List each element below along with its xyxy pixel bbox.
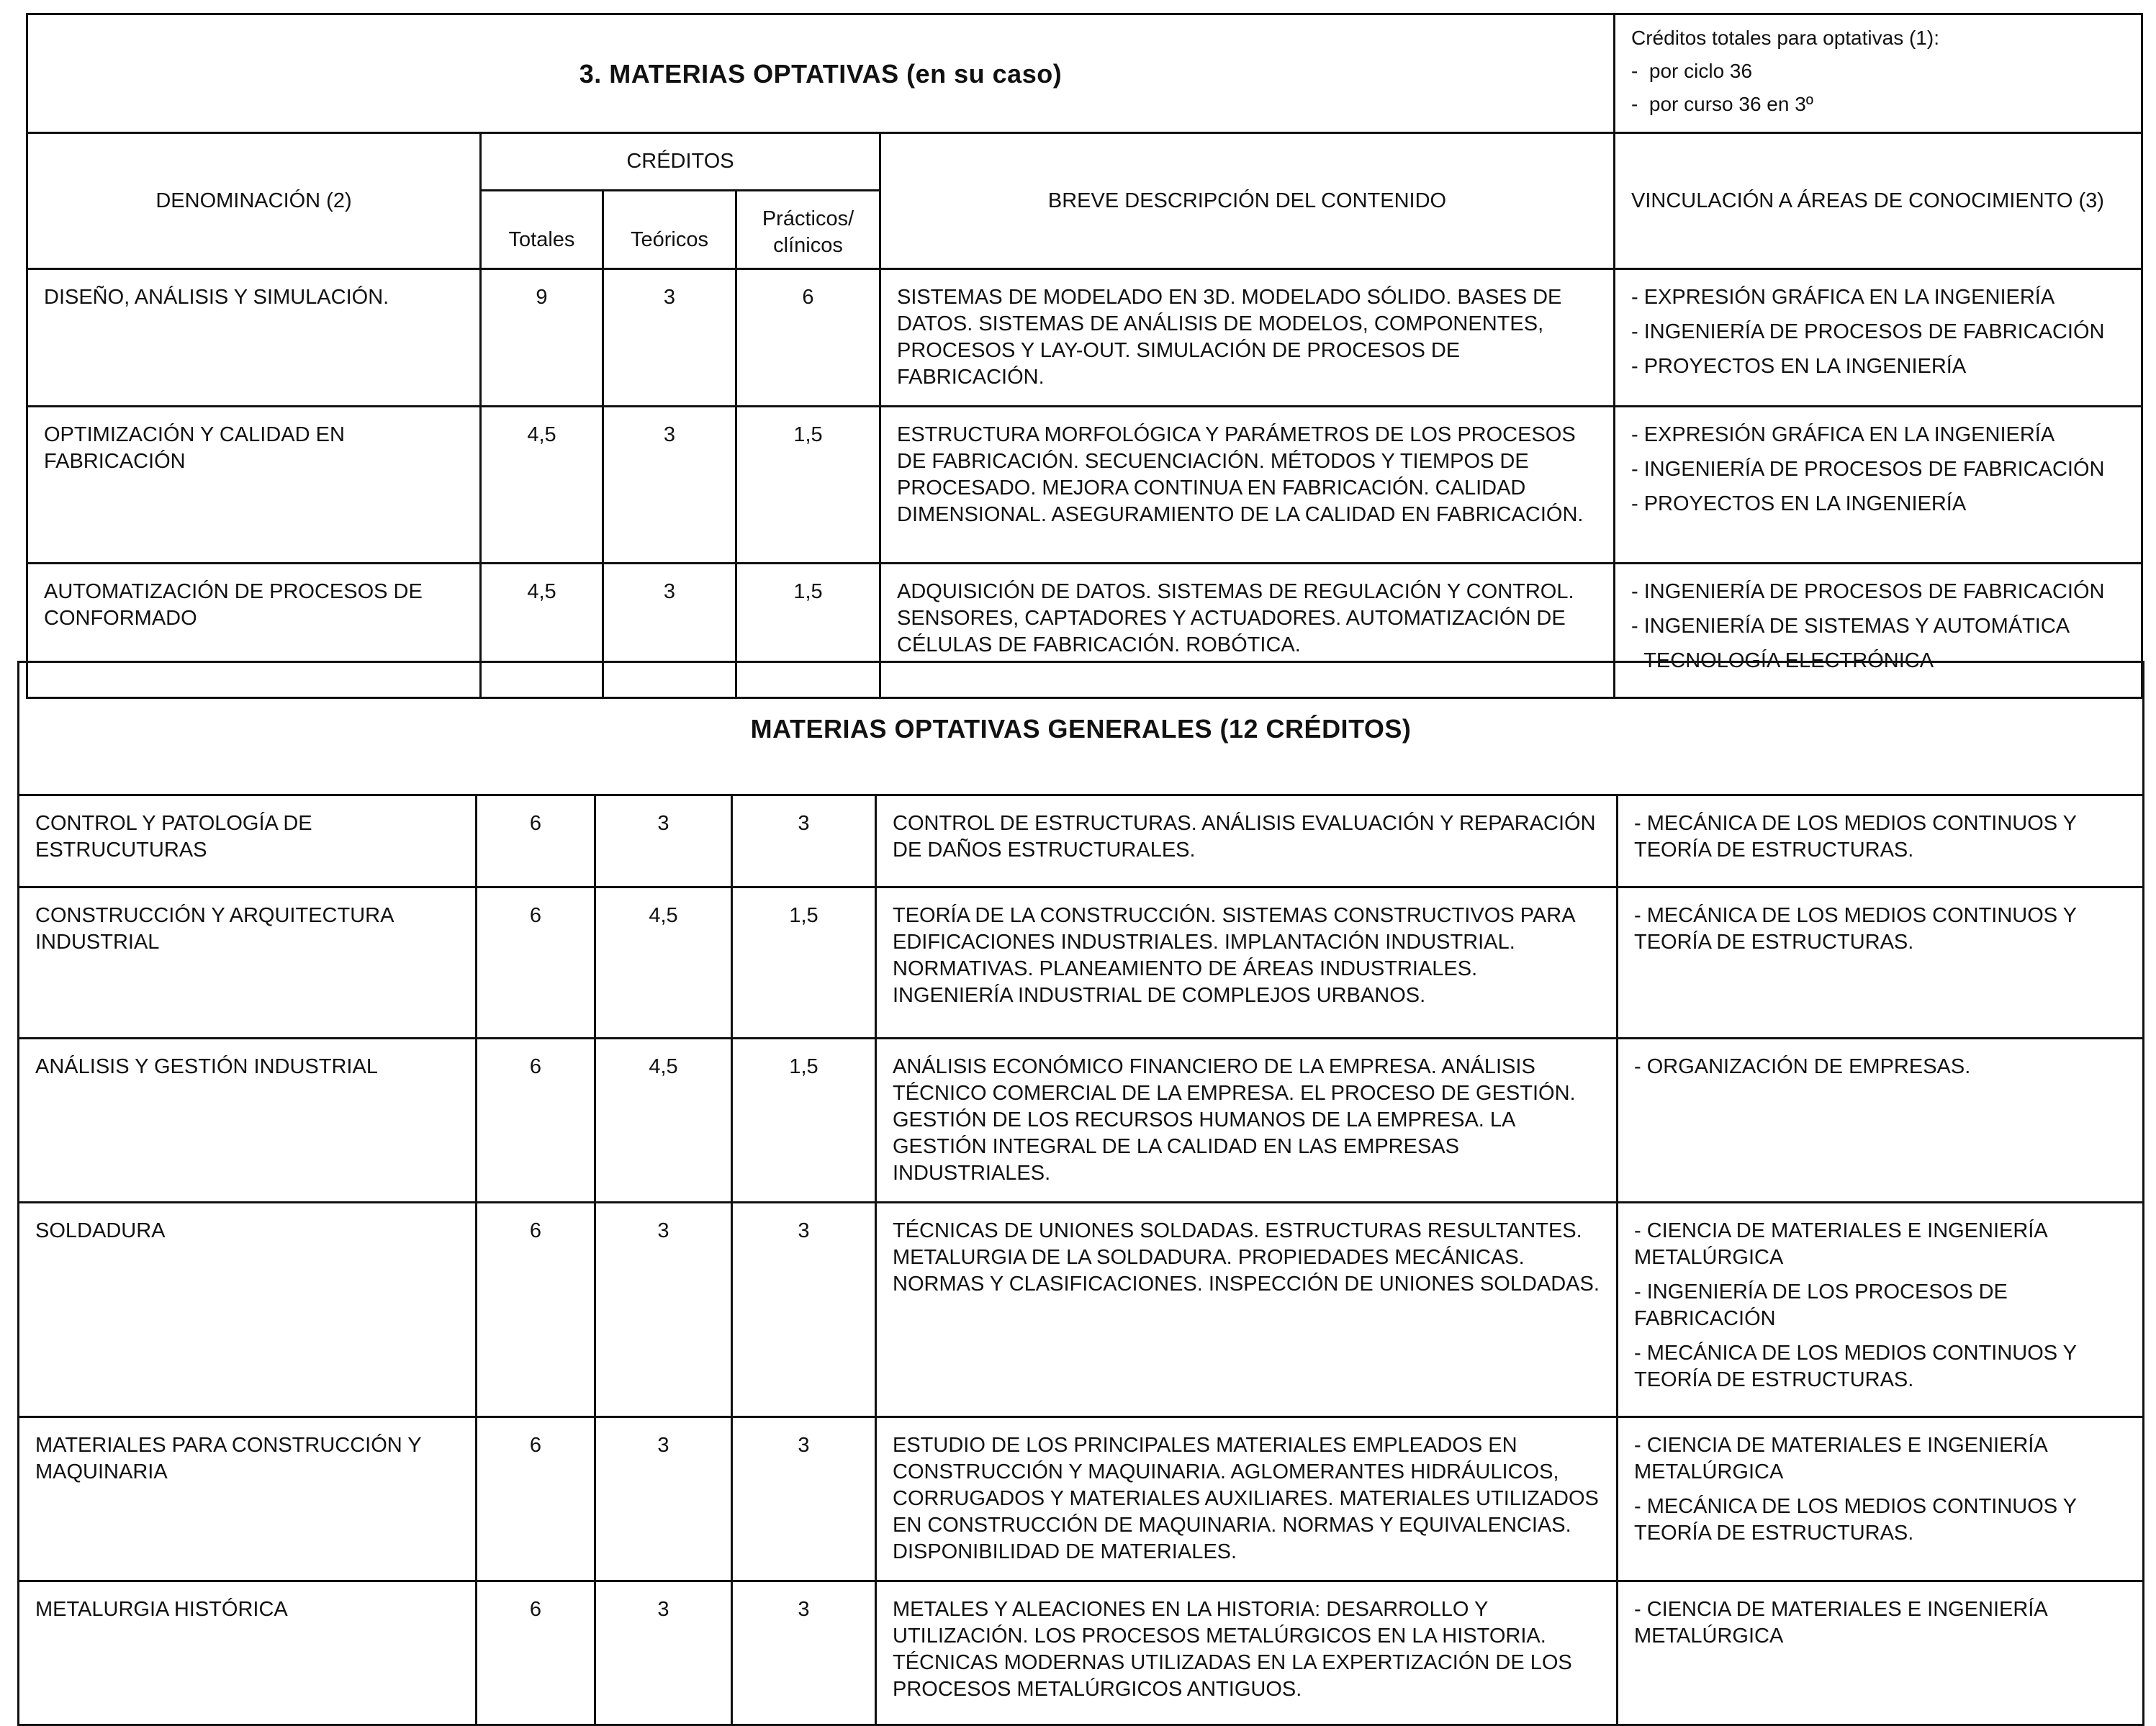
subject-description: TEORÍA DE LA CONSTRUCCIÓN. SISTEMAS CONSTRUCTIVOS PARA EDIFICACIONES INDUSTRIALES. IMPLANTACIÓN INDUSTRIAL. NORMATIVAS. PLANEAMIENTO DE ÁREAS INDUSTRIALES. INGENIERÍA INDUSTRIAL DE COMPLEJOS URBANOS. [876, 887, 1618, 1039]
section-title-cell [27, 14, 1615, 133]
area-item: - CIENCIA DE MATERIALES E INGENIERÍA METALÚRGICA [1634, 1434, 2047, 1483]
credits-totales: 6 [477, 887, 595, 1039]
header-totales: Totales [481, 191, 603, 269]
subject-name: DISEÑO, ANÁLISIS Y SIMULACIÓN. [27, 269, 481, 407]
subject-description: ESTUDIO DE LOS PRINCIPALES MATERIALES EMPLEADOS EN CONSTRUCCIÓN Y MAQUINARIA. AGLOMERANTES HIDRÁULICOS, CORRUGADOS Y MATERIALES AUXILIARES. MATERIALES UTILIZADOS EN CONSTRUCCIÓN DE MAQUINARIA. NORMAS Y EQUIVALENCIAS. DISPONIBILIDAD DE MATERIALES. [876, 1417, 1618, 1581]
credits-teoricos: 3 [603, 407, 736, 564]
knowledge-areas [1618, 1203, 2144, 1417]
area-item: - INGENIERÍA DE PROCESOS DE FABRICACIÓN [1631, 458, 2105, 481]
subject-name: ANÁLISIS Y GESTIÓN INDUSTRIAL [19, 1039, 477, 1203]
credits-practicos: 6 [736, 269, 880, 407]
credits-totales: 4,5 [481, 407, 603, 564]
area-item: - TECNOLOGÍA ELECTRÓNICA [1631, 649, 1934, 672]
area-item: - EXPRESIÓN GRÁFICA EN LA INGENIERÍA [1631, 423, 2055, 446]
knowledge-areas [1618, 1581, 2144, 1725]
table-row [19, 887, 2144, 1039]
area-item: - INGENIERÍA DE SISTEMAS Y AUTOMÁTICA [1631, 615, 2070, 638]
subject-description: SISTEMAS DE MODELADO EN 3D. MODELADO SÓLIDO. BASES DE DATOS. SISTEMAS DE ANÁLISIS DE MODELOS, COMPONENTES, PROCESOS Y LAY-OUT. SIMULACIÓN DE PROCESOS DE FABRICACIÓN. [880, 269, 1615, 407]
credits-info-cell [1615, 14, 2142, 133]
area-item: - PROYECTOS EN LA INGENIERÍA [1631, 492, 1967, 515]
credits-teoricos: 3 [603, 564, 736, 698]
credits-practicos: 1,5 [736, 564, 880, 698]
area-item: - CIENCIA DE MATERIALES E INGENIERÍA METALÚRGICA [1634, 1598, 2047, 1648]
credits-practicos: 3 [732, 1203, 876, 1417]
credits-practicos: 1,5 [732, 887, 876, 1039]
header-vinculacion: VINCULACIÓN A ÁREAS DE CONOCIMIENTO (3) [1615, 133, 2142, 269]
credits-totales: 6 [477, 1417, 595, 1581]
credits-teoricos: 4,5 [595, 887, 732, 1039]
subject-name: OPTIMIZACIÓN Y CALIDAD EN FABRICACIÓN [27, 407, 481, 564]
credits-totales: 9 [481, 269, 603, 407]
credits-practicos: 1,5 [736, 407, 880, 564]
credits-totales: 6 [477, 1203, 595, 1417]
table-row [27, 269, 2142, 407]
credits-teoricos: 3 [595, 1417, 732, 1581]
credits-teoricos: 3 [603, 269, 736, 407]
optional-subjects-table [26, 13, 2143, 699]
credits-teoricos: 3 [595, 795, 732, 887]
header-descripcion: BREVE DESCRIPCIÓN DEL CONTENIDO [880, 133, 1615, 269]
credits-practicos: 3 [732, 795, 876, 887]
credits-per-course: por curso 36 en 3º [1648, 93, 1814, 115]
area-item: - ORGANIZACIÓN DE EMPRESAS. [1634, 1055, 1971, 1078]
credits-teoricos: 4,5 [595, 1039, 732, 1203]
subject-name: AUTOMATIZACIÓN DE PROCESOS DE CONFORMADO [27, 564, 481, 698]
knowledge-areas [1618, 795, 2144, 887]
credits-practicos: 3 [732, 1581, 876, 1725]
credits-totales: 4,5 [481, 564, 603, 698]
subject-name: CONTROL Y PATOLOGÍA DE ESTRUCUTURAS [19, 795, 477, 887]
area-item: - MECÁNICA DE LOS MEDIOS CONTINUOS Y TEORÍA DE ESTRUCTURAS. [1634, 1342, 2077, 1391]
header-denominacion: DENOMINACIÓN (2) [27, 133, 481, 269]
credits-practicos: 1,5 [732, 1039, 876, 1203]
header-teoricos: Teóricos [603, 191, 736, 269]
table-row [19, 1039, 2144, 1203]
credits-heading: Créditos totales para optativas (1): [1631, 27, 1939, 49]
subject-description: ESTRUCTURA MORFOLÓGICA Y PARÁMETROS DE LOS PROCESOS DE FABRICACIÓN. SECUENCIACIÓN. MÉTODOS Y TIEMPOS DE PROCESADO. MEJORA CONTINUA EN FABRICACIÓN. CALIDAD DIMENSIONAL. ASEGURAMIENTO DE LA CALIDAD EN FABRICACIÓN. [880, 407, 1615, 564]
area-item: - MECÁNICA DE LOS MEDIOS CONTINUOS Y TEORÍA DE ESTRUCTURAS. [1634, 904, 2077, 954]
credits-totales: 6 [477, 1039, 595, 1203]
table-row [19, 1581, 2144, 1725]
subject-name: CONSTRUCCIÓN Y ARQUITECTURA INDUSTRIAL [19, 887, 477, 1039]
credits-totales: 6 [477, 1581, 595, 1725]
subject-description: TÉCNICAS DE UNIONES SOLDADAS. ESTRUCTURAS RESULTANTES. METALURGIA DE LA SOLDADURA. PROPIEDADES MECÁNICAS. NORMAS Y CLASIFICACIONES. INSPECCIÓN DE UNIONES SOLDADAS. [876, 1203, 1618, 1417]
knowledge-areas [1615, 407, 2142, 564]
credits-per-cycle: por ciclo 36 [1648, 60, 1753, 82]
knowledge-areas [1618, 1039, 2144, 1203]
area-item: - CIENCIA DE MATERIALES E INGENIERÍA METALÚRGICA [1634, 1219, 2047, 1269]
area-item: - INGENIERÍA DE PROCESOS DE FABRICACIÓN [1631, 320, 2105, 343]
area-item: - EXPRESIÓN GRÁFICA EN LA INGENIERÍA [1631, 286, 2055, 309]
knowledge-areas [1618, 887, 2144, 1039]
subject-name: MATERIALES PARA CONSTRUCCIÓN Y MAQUINARIA [19, 1417, 477, 1581]
area-item: - INGENIERÍA DE LOS PROCESOS DE FABRICACIÓN [1634, 1280, 2008, 1330]
subject-description: CONTROL DE ESTRUCTURAS. ANÁLISIS EVALUACIÓN Y REPARACIÓN DE DAÑOS ESTRUCTURALES. [876, 795, 1618, 887]
subject-description: ADQUISICIÓN DE DATOS. SISTEMAS DE REGULACIÓN Y CONTROL. SENSORES, CAPTADORES Y ACTUADORES. AUTOMATIZACIÓN DE CÉLULAS DE FABRICACIÓN. ROBÓTICA. [880, 564, 1615, 698]
area-item: - INGENIERÍA DE PROCESOS DE FABRICACIÓN [1631, 580, 2105, 603]
knowledge-areas [1615, 269, 2142, 407]
table-row [19, 795, 2144, 887]
credits-practicos: 3 [732, 1417, 876, 1581]
section-title-cell [19, 662, 2144, 795]
area-item: - MECÁNICA DE LOS MEDIOS CONTINUOS Y TEORÍA DE ESTRUCTURAS. [1634, 812, 2077, 862]
credits-teoricos: 3 [595, 1581, 732, 1725]
knowledge-areas [1618, 1417, 2144, 1581]
credits-totales: 6 [477, 795, 595, 887]
section-title: MATERIAS OPTATIVAS GENERALES (12 CRÉDITOS) [750, 713, 1412, 744]
section-title: 3. MATERIAS OPTATIVAS (en su caso) [579, 58, 1063, 89]
table-row [19, 1417, 2144, 1581]
subject-name: METALURGIA HISTÓRICA [19, 1581, 477, 1725]
subject-name: SOLDADURA [19, 1203, 477, 1417]
header-practicos: Prácticos/ clínicos [736, 191, 880, 269]
subject-description: METALES Y ALEACIONES EN LA HISTORIA: DESARROLLO Y UTILIZACIÓN. LOS PROCESOS METALÚRGICOS EN LA HISTORIA. TÉCNICAS MODERNAS UTILIZADAS EN LA EXPERTIZACIÓN DE LOS PROCESOS METALÚRGICOS ANTIGUOS. [876, 1581, 1618, 1725]
general-optional-subjects-table [17, 661, 2144, 1726]
subject-description: ANÁLISIS ECONÓMICO FINANCIERO DE LA EMPRESA. ANÁLISIS TÉCNICO COMERCIAL DE LA EMPRESA. EL PROCESO DE GESTIÓN. GESTIÓN DE LOS RECURSOS HUMANOS DE LA EMPRESA. LA GESTIÓN INTEGRAL DE LA CALIDAD EN LAS EMPRESAS INDUSTRIALES. [876, 1039, 1618, 1203]
table-row [27, 407, 2142, 564]
table-row [19, 1203, 2144, 1417]
credits-teoricos: 3 [595, 1203, 732, 1417]
header-creditos: CRÉDITOS [481, 133, 880, 191]
area-item: - PROYECTOS EN LA INGENIERÍA [1631, 355, 1967, 378]
area-item: - MECÁNICA DE LOS MEDIOS CONTINUOS Y TEORÍA DE ESTRUCTURAS. [1634, 1495, 2077, 1545]
